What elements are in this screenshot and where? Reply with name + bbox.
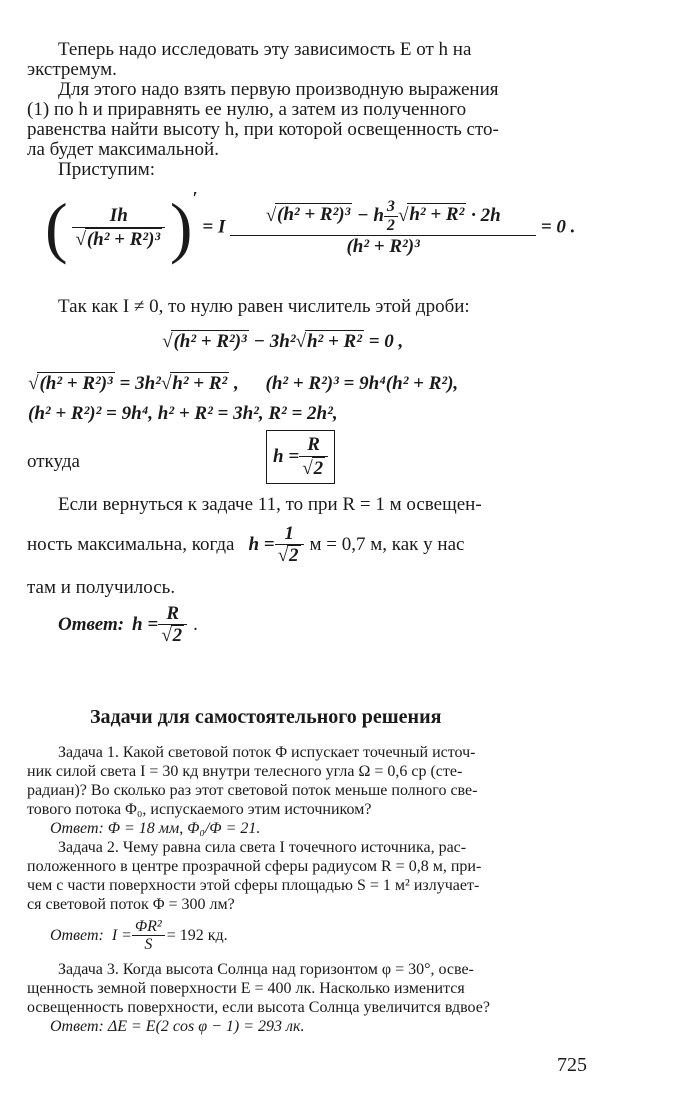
- task1-line-2: ник силой света I = 30 кд внутри телесного угла Ω = 0,6 ср (сте-: [27, 763, 463, 780]
- task1-answer: Ответ: Φ = 18 мм, Φ₀/Φ = 21.: [50, 820, 261, 837]
- eq2-root-a: (h² + R²)³: [39, 373, 113, 394]
- intro-line-3: Для этого надо взять первую производную выражения: [58, 79, 499, 100]
- task3-answer: Ответ: ΔE = E(2 cos φ − 1) = 293 лк.: [50, 1018, 305, 1035]
- equation-2: √(h² + R²)³ = 3h²√h² + R² , (h² + R²)³ = 9h⁴(h² + R²),: [28, 373, 459, 394]
- boxed-lhs: h =: [273, 446, 300, 467]
- return-num: 1: [284, 523, 294, 544]
- otkuda-word: откуда: [27, 451, 80, 472]
- eq2-comma: ,: [234, 373, 239, 394]
- task2-line-1: Задача 2. Чему равна сила света I точечного источника, рас-: [58, 839, 467, 856]
- main-answer: Ответ: h = $\frac{R}{√2}$ .: [58, 603, 198, 646]
- eq1-root-c: h² + R²: [306, 331, 362, 352]
- rhs-num-c-den: 2: [384, 216, 398, 235]
- return-line-1: Если вернуться к задаче 11, то при R = 1 м освещен-: [58, 494, 482, 515]
- rhs-num-d: h² + R²: [409, 204, 465, 226]
- task2-answer-den: S: [132, 935, 165, 953]
- section-title: Задачи для самостоятельного решения: [90, 706, 442, 728]
- task2-answer-num: ΦR²: [134, 918, 162, 935]
- task3-line-3: освещенность поверхности, если высота Солнца увеличится вдвое?: [27, 999, 490, 1016]
- rhs-num-a: (h² + R²)³: [277, 204, 351, 226]
- return-den: 2: [289, 545, 299, 566]
- answer-lhs: h =: [132, 614, 159, 635]
- task2-line-2: положенного в центре прозрачной сферы радиусом R = 0,8 м, при-: [27, 858, 482, 875]
- eq2-expansion: (h² + R²)³ = 9h⁴(h² + R²),: [265, 373, 459, 394]
- eq2-term: = 3h²: [119, 373, 161, 394]
- return-line-2a: ность максимальна, когда: [27, 534, 235, 555]
- derivative-result: = 0 .: [540, 216, 576, 238]
- intro-line-6: ла будет максимальной.: [27, 139, 219, 160]
- boxed-den: 2: [313, 458, 324, 479]
- intro-line-5: равенства найти высоту h, при которой освещенность сто-: [27, 119, 499, 140]
- rhs-num-e: · 2h: [471, 204, 501, 226]
- return-line-2: ность максимальна, когда h = $\frac{1}{√2}$ м = 0,7 м, как у нас: [27, 523, 465, 566]
- task3-line-2: щенность земной поверхности E = 400 лк. Насколько изменится: [27, 980, 465, 997]
- task2-line-4: ся световой поток Φ = 300 лм?: [27, 896, 235, 913]
- return-line-2b: м = 0,7 м, как у нас: [309, 534, 465, 555]
- task2-answer-rhs: = 192 кд.: [166, 927, 228, 944]
- task2-line-3: чем с части поверхности этой сферы площадью S = 1 м² излучает-: [27, 877, 480, 894]
- equation-1: √(h² + R²)³ − 3h²√h² + R² = 0 ,: [162, 331, 404, 352]
- eq1-end: = 0 ,: [368, 331, 404, 352]
- intro-line-7: Приступим:: [58, 159, 156, 180]
- boxed-result: h = $\frac{R}{√2}$: [266, 430, 335, 484]
- intro-line-1: Теперь надо исследовать эту зависимость E от h на: [58, 39, 472, 60]
- lhs-denominator: (h² + R²)³: [86, 228, 161, 250]
- task2-answer-label: Ответ:: [50, 927, 104, 944]
- boxed-num: R: [307, 434, 320, 455]
- intro-line-2: экстремум.: [27, 59, 117, 80]
- return-line-3: там и получилось.: [27, 577, 176, 598]
- eq1-root-a: (h² + R²)³: [173, 331, 247, 352]
- derivative-equation: ( $\frac{Ih}{\text{√(h² + R²)³}}$ )′ = I √(h² + R²)³ − h $\frac{3}{2}$ √h² + R² · 2h (h² + R²)³ = 0 .: [45, 188, 576, 265]
- eq-I: = I: [202, 216, 226, 238]
- equation-3: (h² + R²)² = 9h⁴, h² + R² = 3h², R² = 2h²,: [28, 403, 338, 424]
- answer-end: .: [193, 614, 198, 635]
- task1-line-1: Задача 1. Какой световой поток Φ испускает точечный источ-: [58, 744, 476, 761]
- answer-den: 2: [172, 625, 183, 646]
- task2-answer: [50, 918, 228, 953]
- answer-label: Ответ:: [58, 614, 125, 635]
- eq2-root-c: h² + R²: [172, 373, 228, 394]
- numerator-statement: Так как I ≠ 0, то нулю равен числитель этой дроби:: [58, 296, 470, 317]
- rhs-num-c-num: 3: [386, 197, 395, 215]
- lhs-numerator: Ih: [109, 204, 128, 226]
- rhs-num-b: − h: [357, 204, 384, 226]
- task1-line-4: тового потока Φ₀, испускаемого этим источником?: [27, 801, 372, 818]
- task2-answer-lhs: I =: [111, 927, 132, 944]
- return-h-eq: h =: [248, 534, 275, 555]
- task3-line-1: Задача 3. Когда высота Солнца над горизонтом φ = 30°, осве-: [58, 961, 474, 978]
- answer-num: R: [166, 603, 180, 624]
- intro-line-4: (1) по h и приравнять ее нулю, а затем из полученного: [27, 99, 467, 120]
- task1-line-3: радиан)? Во сколько раз этот световой поток меньше полного све-: [27, 782, 478, 799]
- eq1-term: − 3h²: [253, 331, 296, 352]
- page-number: 725: [557, 1054, 587, 1076]
- rhs-denominator: (h² + R²)³: [230, 235, 536, 258]
